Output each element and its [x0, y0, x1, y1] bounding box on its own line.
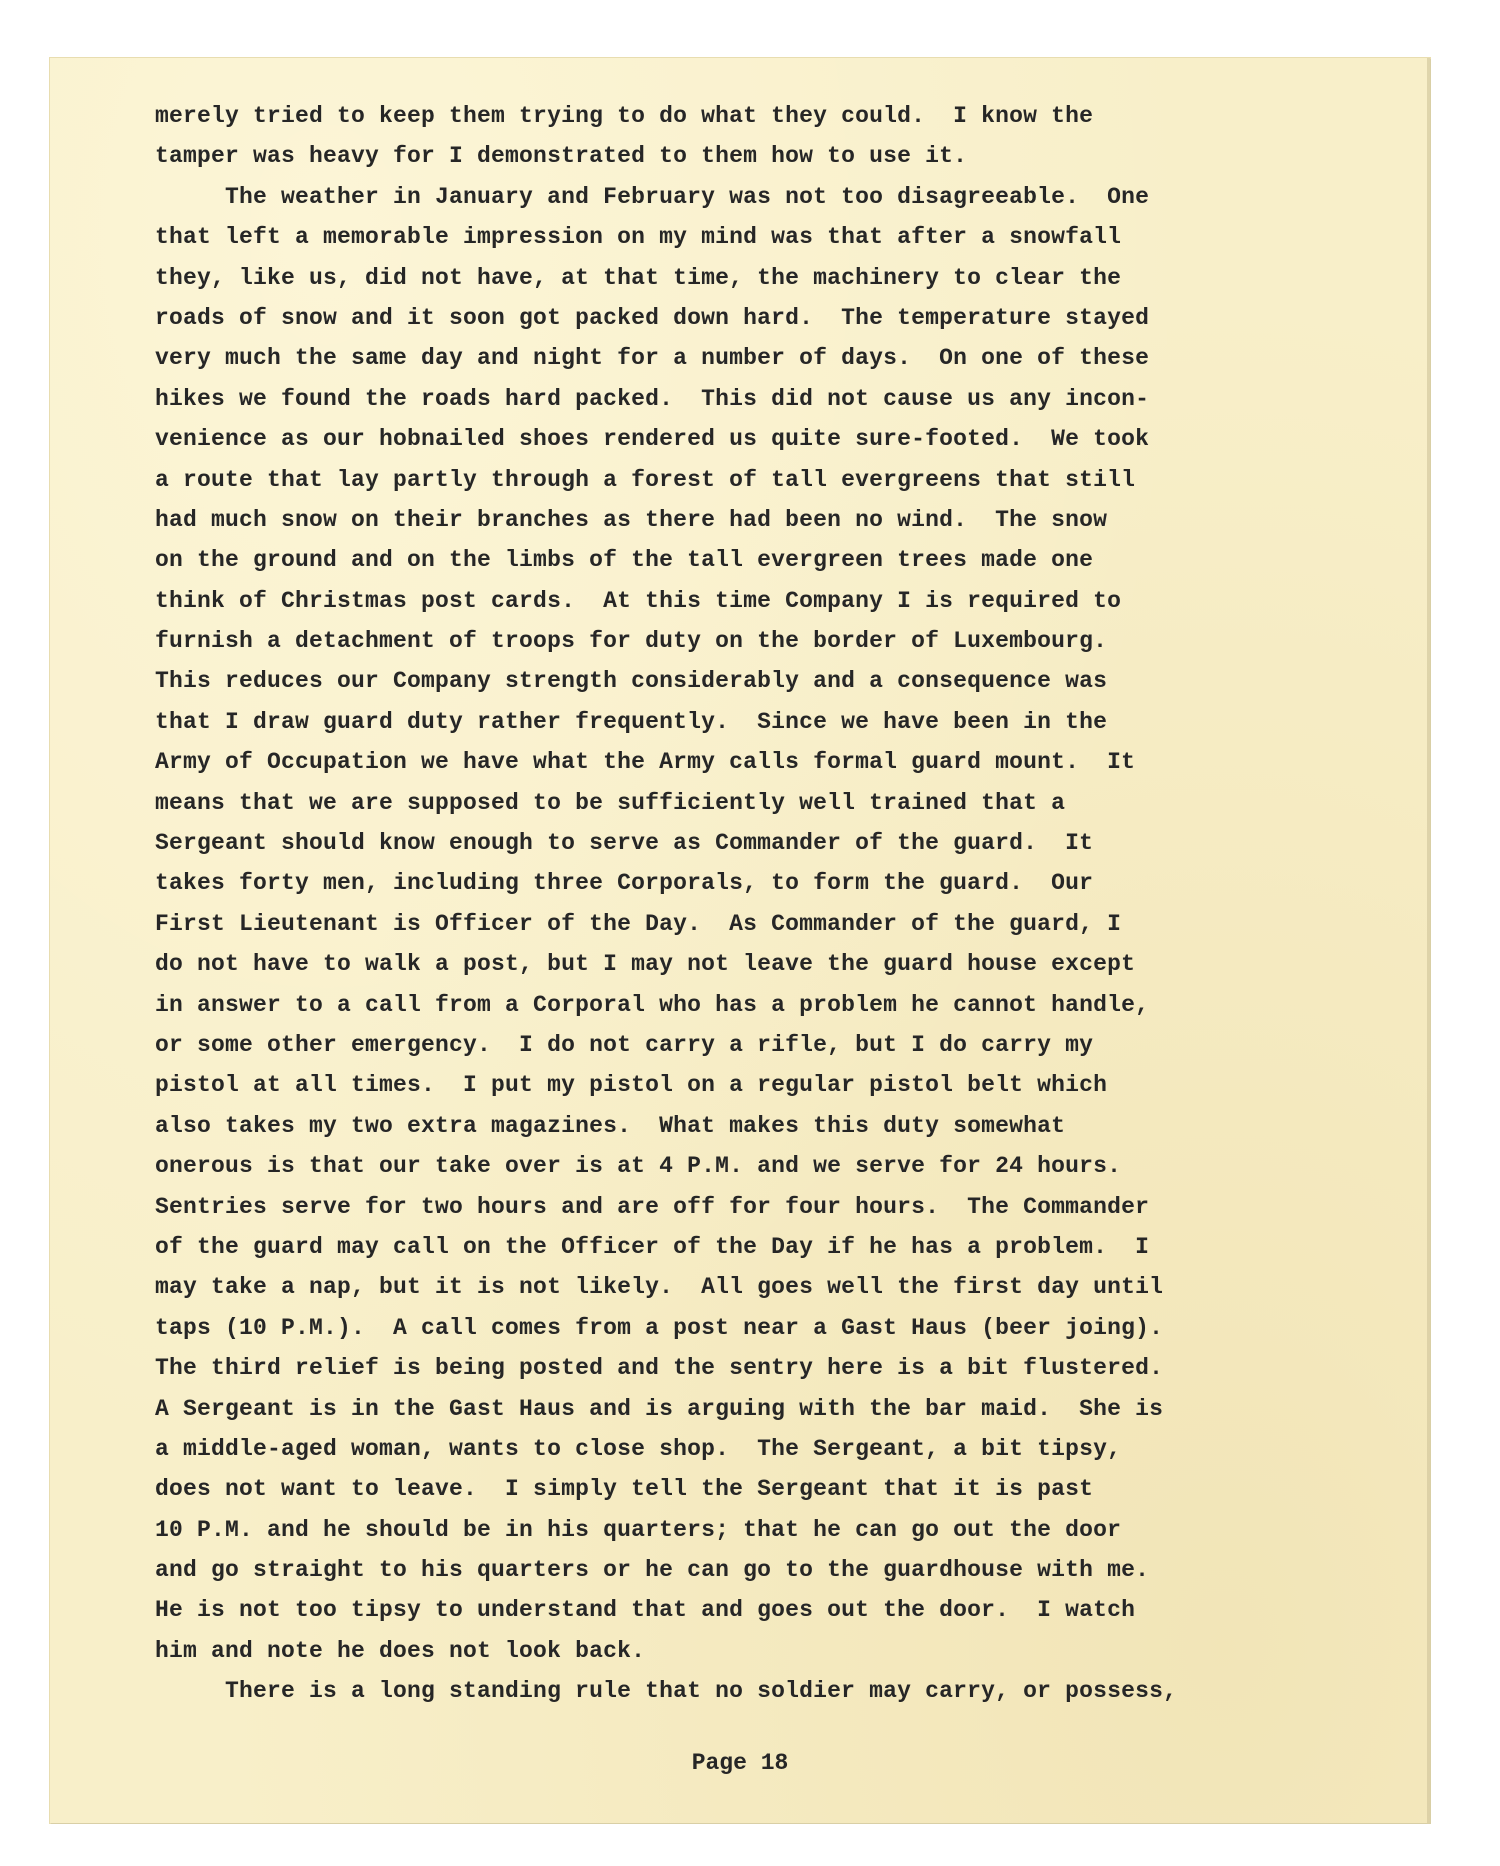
text-line: Sentries serve for two hours and are off for four hours. The Commander	[155, 1193, 1150, 1220]
text-line: tamper was heavy for I demonstrated to them how to use it.	[155, 143, 968, 170]
text-line: also takes my two extra magazines. What makes this duty somewhat	[155, 1112, 1066, 1139]
text-line: furnish a detachment of troops for duty on the border of Luxembourg.	[155, 628, 1108, 655]
text-line: or some other emergency. I do not carry a rifle, but I do carry my	[155, 1031, 1094, 1058]
text-line: that left a memorable impression on my mind was that after a snowfall	[155, 224, 1122, 251]
text-line: roads of snow and it soon got packed down hard. The temperature stayed	[155, 304, 1150, 331]
text-line: This reduces our Company strength considerably and a consequence was	[155, 668, 1108, 695]
page-number: Page 18	[691, 1750, 789, 1776]
page-body-text	[155, 96, 1425, 1712]
text-line: Sergeant should know enough to serve as Commander of the guard. It	[155, 830, 1094, 857]
text-line: pistol at all times. I put my pistol on a regular pistol belt which	[155, 1072, 1108, 1099]
text-line: Army of Occupation we have what the Army calls formal guard mount. It	[155, 749, 1136, 776]
text-line: they, like us, did not have, at that time, the machinery to clear the	[155, 264, 1122, 291]
text-line: He is not too tipsy to understand that and goes out the door. I watch	[155, 1597, 1136, 1624]
text-line: means that we are supposed to be sufficiently well trained that a	[155, 789, 1066, 816]
text-line: First Lieutenant is Officer of the Day. As Commander of the guard, I	[155, 910, 1122, 937]
text-line: taps (10 P.M.). A call comes from a post near a Gast Haus (beer joing).	[155, 1314, 1164, 1341]
typewritten-page	[50, 58, 1430, 1823]
text-line: a middle-aged woman, wants to close shop. The Sergeant, a bit tipsy,	[155, 1435, 1122, 1462]
text-line: do not have to walk a post, but I may not leave the guard house except	[155, 951, 1136, 978]
text-line: think of Christmas post cards. At this time Company I is required to	[155, 587, 1122, 614]
text-line: of the guard may call on the Officer of the Day if he has a problem. I	[155, 1233, 1150, 1260]
text-line: A Sergeant is in the Gast Haus and is arguing with the bar maid. She is	[155, 1395, 1164, 1422]
text-line: There is a long standing rule that no soldier may carry, or possess,	[155, 1678, 1178, 1705]
text-line: The third relief is being posted and the sentry here is a bit flustered.	[155, 1355, 1164, 1382]
text-line: and go straight to his quarters or he can go to the guardhouse with me.	[155, 1557, 1150, 1584]
text-line: does not want to leave. I simply tell the Sergeant that it is past	[155, 1476, 1094, 1503]
text-line: in answer to a call from a Corporal who has a problem he cannot handle,	[155, 991, 1150, 1018]
text-line: that I draw guard duty rather frequently. Since we have been in the	[155, 708, 1108, 735]
text-line: may take a nap, but it is not likely. All goes well the first day until	[155, 1274, 1164, 1301]
text-line: hikes we found the roads hard packed. This did not cause us any incon-	[155, 385, 1150, 412]
text-line: The weather in January and February was not too disagreeable. One	[155, 183, 1150, 210]
text-line: a route that lay partly through a forest of tall evergreens that still	[155, 466, 1136, 493]
text-line: him and note he does not look back.	[155, 1637, 646, 1664]
text-line: 10 P.M. and he should be in his quarters; that he can go out the door	[155, 1516, 1122, 1543]
text-line: onerous is that our take over is at 4 P.M. and we serve for 24 hours.	[155, 1153, 1122, 1180]
text-line: merely tried to keep them trying to do what they could. I know the	[155, 103, 1094, 129]
text-line: venience as our hobnailed shoes rendered us quite sure-footed. We took	[155, 426, 1150, 453]
text-line: on the ground and on the limbs of the tall evergreen trees made one	[155, 547, 1094, 574]
text-line: takes forty men, including three Corporals, to form the guard. Our	[155, 870, 1094, 897]
text-line: very much the same day and night for a number of days. On one of these	[155, 345, 1150, 372]
text-line: had much snow on their branches as there had been no wind. The snow	[155, 506, 1108, 533]
